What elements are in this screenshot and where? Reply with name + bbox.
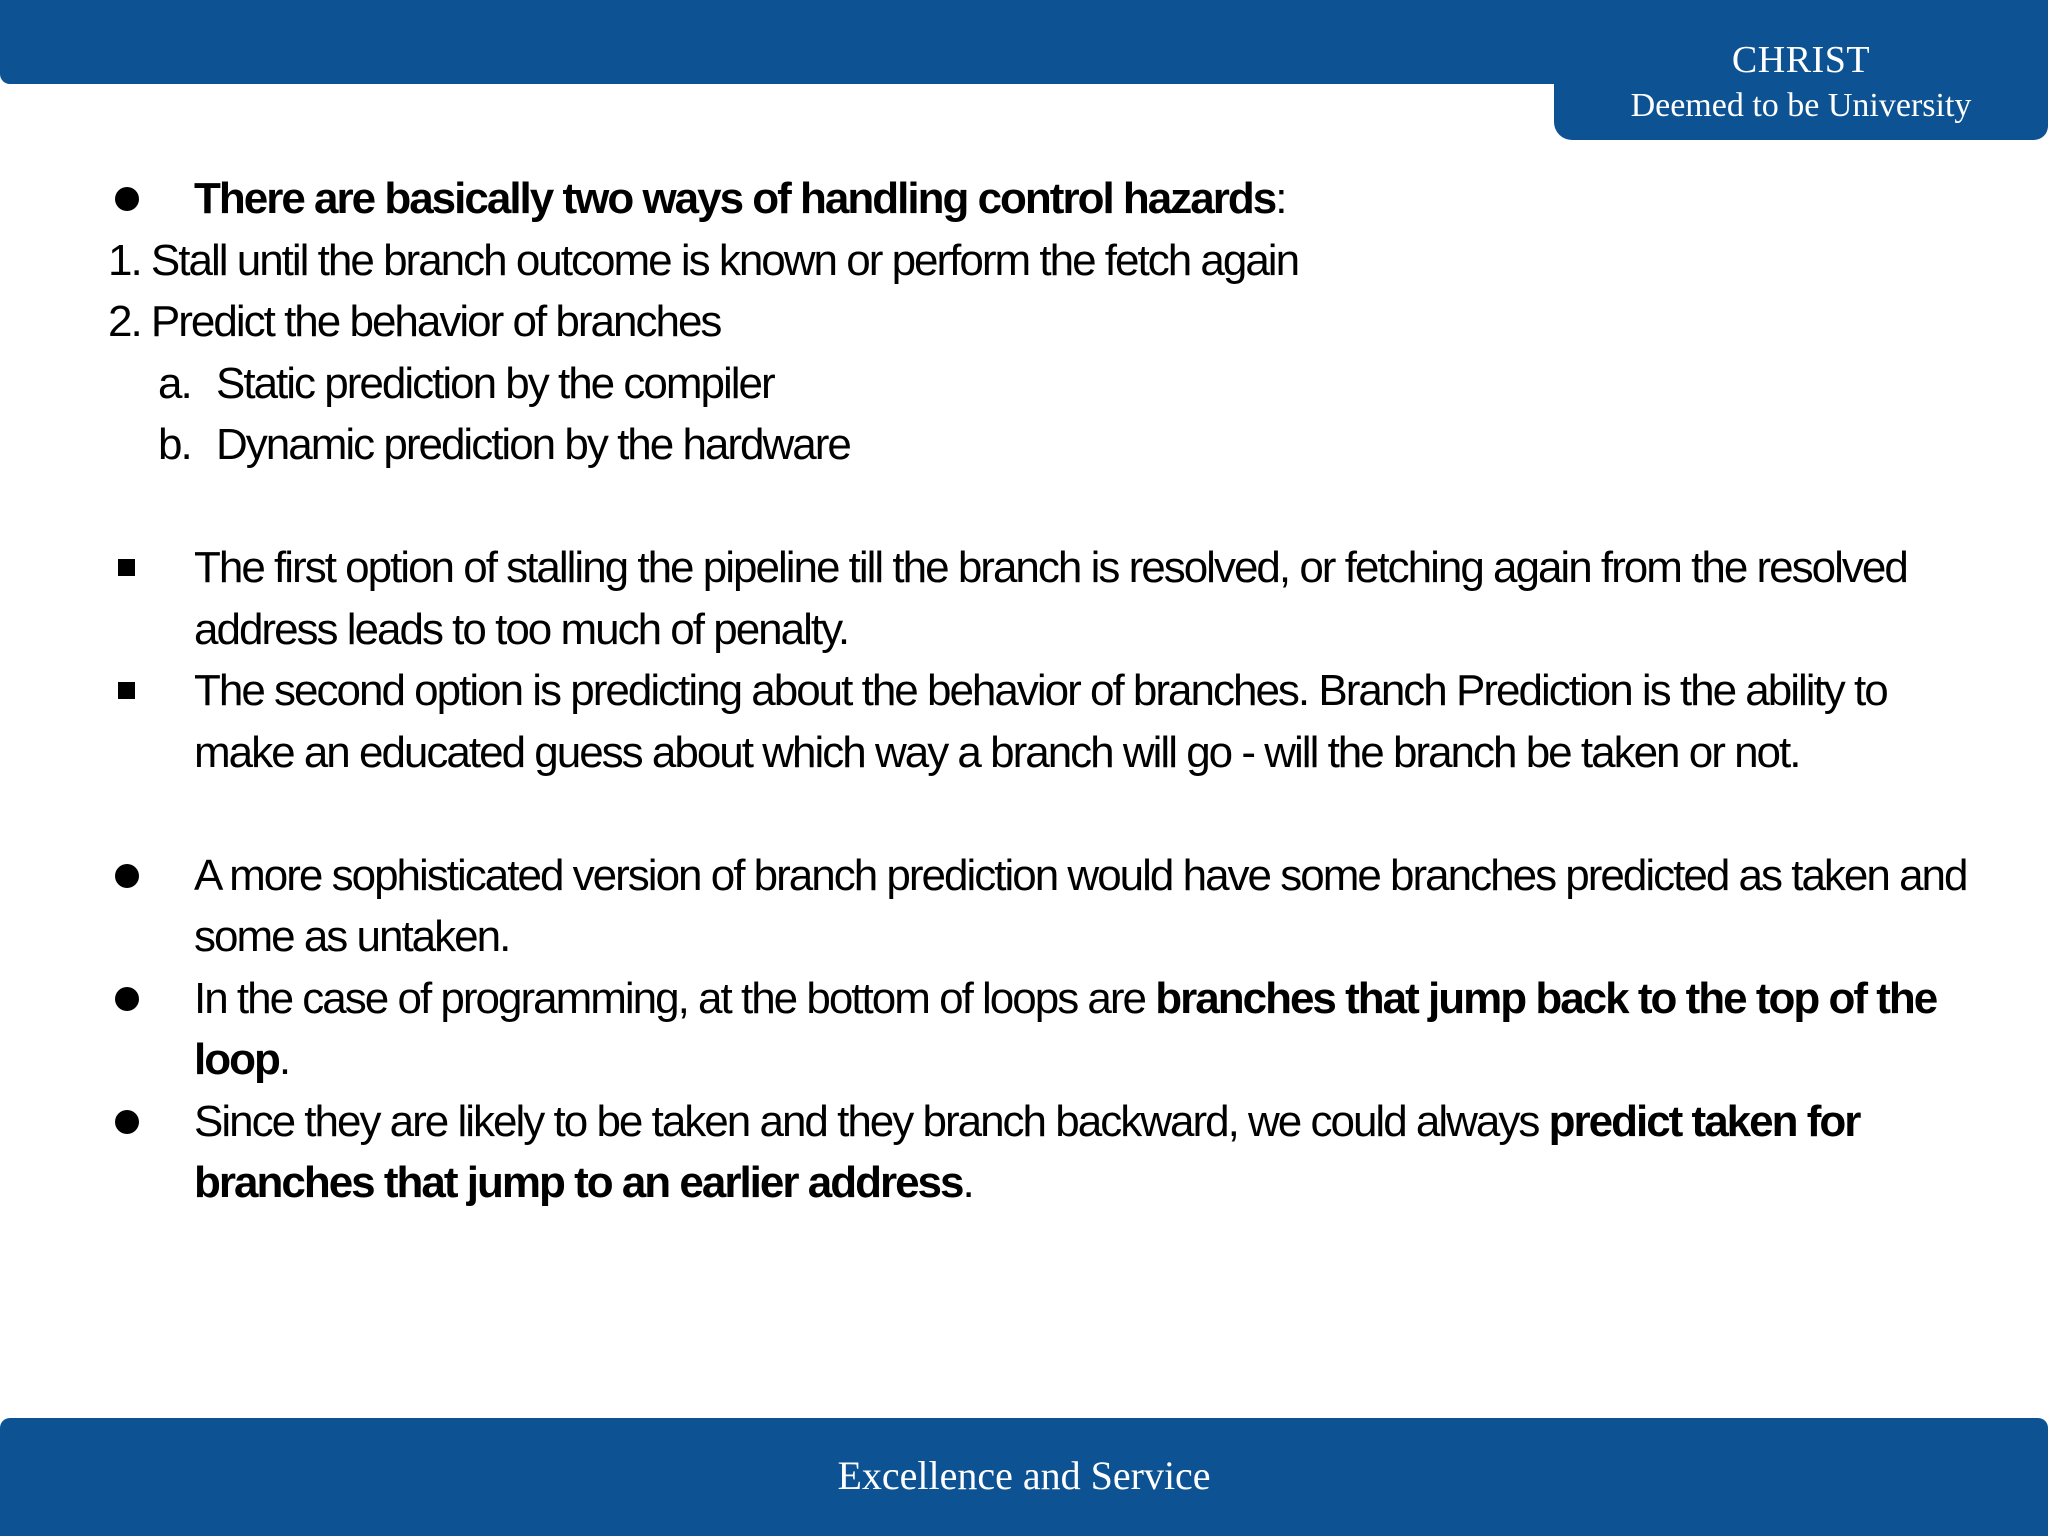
sub-item-text: Dynamic prediction by the hardware — [216, 420, 850, 469]
sub-item-b — [108, 414, 1988, 476]
intro-bullet — [108, 168, 1988, 230]
spacer — [108, 783, 1988, 845]
brand-subtitle: Deemed to be University — [1630, 87, 1972, 124]
numbered-item-text: 2. Predict the behavior of branches — [108, 297, 721, 346]
university-brand — [1554, 0, 2048, 140]
bullet-bold-text: branches that jump back to the top of the loop — [194, 973, 1937, 1084]
square-bullet-text: The first option of stalling the pipeline till the branch is resolved, or fetching again from the resolved address leads to too much of penalty. — [194, 543, 1907, 654]
bullet-bold-text: predict taken for branches that jump to an earlier address — [194, 1096, 1860, 1207]
brand-name: CHRIST — [1731, 39, 1871, 81]
bullet-sophisticated — [108, 845, 1988, 968]
square-bullet-text: The second option is predicting about the behavior of branches. Branch Prediction is the ability to make an educated guess about which way a branch will go - will the branch be taken or not. — [194, 666, 1887, 777]
round-bullet-icon — [115, 187, 139, 211]
sub-item-a — [108, 353, 1988, 415]
square-bullet-2 — [108, 660, 1988, 783]
bullet-text: Since they are likely to be taken and they branch backward, we could always — [194, 1096, 1549, 1146]
bullet-text: A more sophisticated version of branch prediction would have some branches predicted as taken and some as untaken. — [194, 850, 1967, 961]
numbered-item-1 — [108, 230, 1988, 292]
square-bullet-icon — [118, 559, 135, 576]
square-bullet-1 — [108, 537, 1988, 660]
bullet-punct: . — [278, 1035, 290, 1084]
bullet-loops — [108, 968, 1988, 1091]
slide-content — [108, 168, 1988, 1214]
numbered-item-2 — [108, 291, 1988, 353]
bullet-predict-taken — [108, 1091, 1988, 1214]
bullet-punct: . — [962, 1158, 973, 1207]
spacer — [108, 476, 1988, 538]
bullet-text: In the case of programming, at the bottom of loops are — [194, 973, 1156, 1023]
numbered-item-text: 1. Stall until the branch outcome is known or perform the fetch again — [108, 235, 1299, 285]
square-bullet-icon — [118, 682, 135, 699]
sub-item-label: b. — [158, 420, 191, 469]
sub-item-text: Static prediction by the compiler — [216, 358, 774, 408]
footer-motto: Excellence and Service — [837, 1453, 1211, 1498]
sub-item-label: a. — [158, 358, 191, 408]
intro-bold-text: There are basically two ways of handling control hazards — [194, 174, 1276, 223]
round-bullet-icon — [115, 1110, 139, 1134]
round-bullet-icon — [115, 864, 139, 888]
intro-suffix: : — [1275, 174, 1286, 223]
footer-bar — [0, 1418, 2048, 1536]
round-bullet-icon — [115, 987, 139, 1011]
